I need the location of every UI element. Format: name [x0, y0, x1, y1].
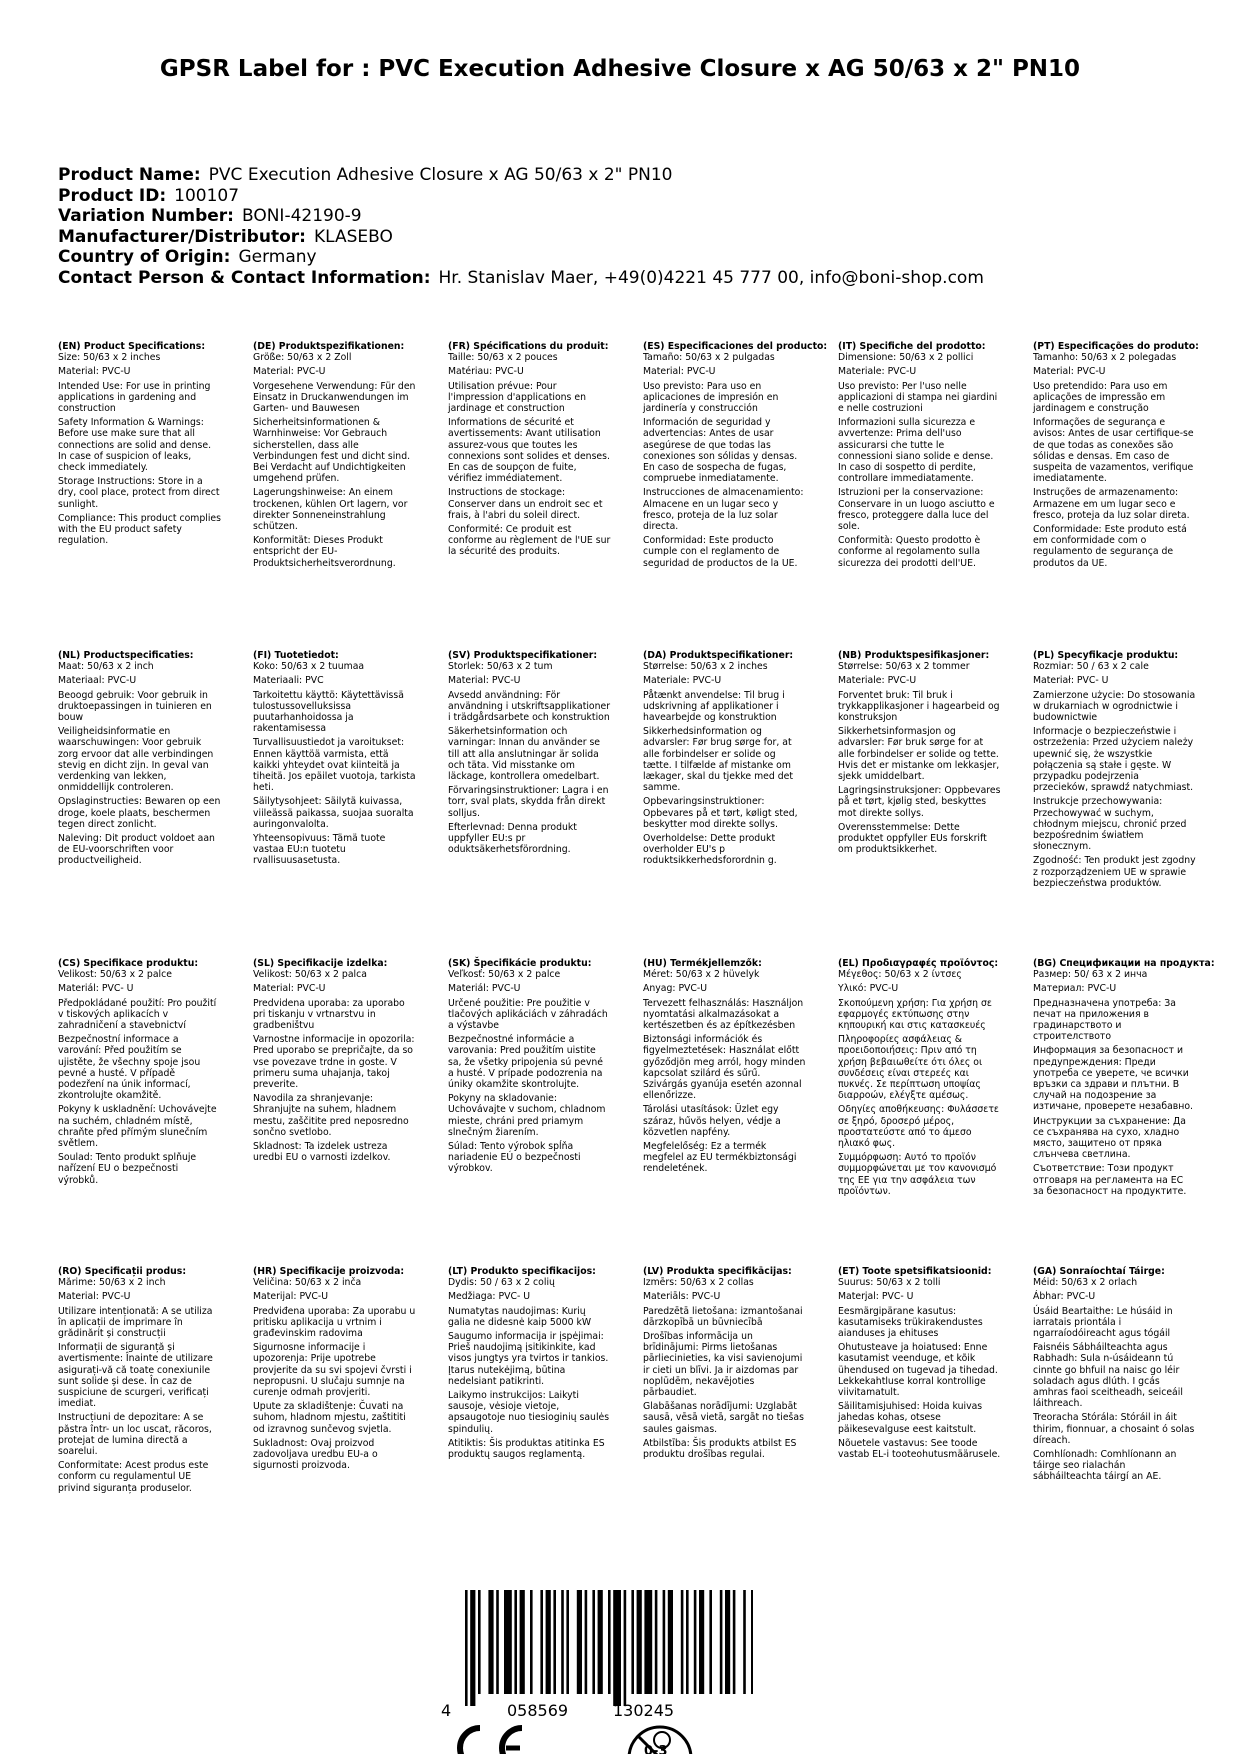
barcode-bar — [478, 1590, 481, 1694]
spec-paragraph: Forventet bruk: Til bruk i trykkapplikasjoner i hagearbeid og konstruksjon — [838, 689, 1000, 724]
spec-paragraph: Maat: 50/63 x 2 inch — [58, 661, 154, 673]
spec-paragraph: Materiál: PVC-U — [448, 983, 521, 995]
spec-block-title: (EL) Προδιαγραφές προϊόντος: — [838, 958, 999, 969]
spec-paragraph: Megfelelőség: Ez a termék megfelel az EU termékbiztonsági rendeletének. — [643, 1141, 797, 1175]
page-title: GPSR Label for : PVC Execution Adhesive Closure x AG 50/63 x 2" PN10 — [159, 56, 1081, 82]
spec-paragraph: Utilisation prévue: Pour l'impression d'applications en jardinage et construction — [448, 380, 586, 415]
compliance-marks — [450, 1722, 750, 1754]
spec-block-title: (ET) Toote spetsifikatsioonid: — [838, 1266, 992, 1277]
barcode-bar — [720, 1590, 723, 1694]
spec-paragraph: Uso pretendido: Para uso em aplicações de impressão em jardinagem e construção — [1033, 380, 1168, 415]
age-warning-label: 0-3 — [644, 1744, 668, 1754]
barcode-bar — [637, 1590, 642, 1694]
spec-paragraph: Инструкции за съхранение: Да се съхранява на сухо, хладно място, защитено от пряка слънчева светлина. — [1033, 1115, 1187, 1161]
spec-paragraph: Bezpečnostní informace a varování: Před použitím se ujistěte, že všechny spoje jsou pevné a husté. V případě podezření na únik informací, zkontrolujte okamžitě. — [58, 1034, 201, 1102]
barcode-bar — [540, 1590, 543, 1694]
spec-paragraph: Safety Information & Warnings: Before use make sure that all connections are solid and dense. In case of suspicion of leaks, check immediately. — [58, 417, 212, 474]
age-warning-icon — [629, 1727, 691, 1754]
spec-block-title: (IT) Specifiche del prodotto: — [838, 341, 986, 352]
spec-paragraph: Sukladnost: Ovaj proizvod zadovoljava uredbu EU-a o sigurnosti proizvoda. — [253, 1437, 378, 1472]
spec-paragraph: Laikymo instrukcijos: Laikyti sausoje, vėsioje vietoje, apsaugotoje nuo tiesioginių saulės spindulių. — [448, 1390, 610, 1435]
info-value: Hr. Stanislav Maer, +49(0)4221 45 777 00, info@boni-shop.com — [438, 267, 984, 288]
spec-block — [838, 341, 1001, 572]
barcode-bar — [663, 1590, 666, 1694]
spec-block — [838, 958, 1001, 1200]
spec-paragraph: Material: PVC-U — [58, 1291, 131, 1303]
spec-paragraph: Πληροφορίες ασφάλειας & προειδοποιήσεις: Πριν από τη χρήση βεβαιωθείτε ότι όλες οι συνδέσεις είναι στερεές και πυκνές. Σε περίπτωση υποψίας διαρροών, ελέγξτε αμέσως. — [838, 1034, 983, 1102]
spec-paragraph: Größe: 50/63 x 2 Zoll — [253, 352, 352, 364]
spec-paragraph: Υλικό: PVC-U — [838, 983, 899, 995]
spec-paragraph: Lagringsinstruksjoner: Oppbevares på et tørt, kjølig sted, beskyttes mot direkte sollys. — [838, 785, 1001, 819]
spec-paragraph: Lagerungshinweise: An einem trockenen, kühlen Ort lagern, vor direkter Sonneneinstrahlung schützen. — [253, 487, 408, 533]
spec-paragraph: Instrucciones de almacenamiento: Almacene en un lugar seco y fresco, proteja de la luz solar directa. — [643, 487, 804, 533]
spec-paragraph: Säkerhetsinformation och varningar: Innan du använder se till att alla anslutningar är solida och täta. Vid misstanke om läckage, kontrollera omedelbart. — [448, 726, 601, 783]
spec-paragraph: Съответствие: Този продукт отговаря на регламента на ЕС за безопасност на продуктите. — [1033, 1163, 1187, 1197]
barcode-bar — [577, 1590, 582, 1694]
spec-paragraph: Conformidade: Este produto está em conformidade com o regulamento de segurança de produtos da UE. — [1033, 524, 1187, 569]
spec-paragraph: Avsedd användning: För användning i utskriftsapplikationer i trädgårdsarbete och konstruktion — [448, 689, 611, 724]
spec-paragraph: Intended Use: For use in printing applications in gardening and construction — [58, 380, 211, 415]
spec-paragraph: Materijal: PVC-U — [253, 1291, 329, 1303]
spec-paragraph: Информация за безопасност и предупреждения: Преди употреба се уверете, че всички връзки са здрави и плътни. В случай на подозрение за изтичане, проверете незабавно. — [1033, 1045, 1193, 1113]
spec-block-title: (EN) Product Specifications: — [58, 341, 206, 352]
info-manufacturer — [58, 227, 984, 248]
barcode-bar — [598, 1590, 603, 1694]
spec-paragraph: Informazioni sulla sicurezza e avvertenze: Prima dell'uso assicurarsi che tutte le connessioni siano solide e dense. In caso di sospetto di perdite, controllare immediatamente. — [838, 417, 994, 485]
spec-paragraph: Naleving: Dit product voldoet aan de EU-voorschriften voor productveiligheid. — [58, 833, 215, 867]
spec-block — [253, 1266, 416, 1474]
spec-block-title: (BG) Спецификации на продукта: — [1033, 958, 1215, 969]
spec-paragraph: Comhlíonadh: Comhlíonann an táirge seo rialachán sábháilteachta táirgí an AE. — [1033, 1449, 1177, 1483]
spec-paragraph: Glabāšanas norādījumi: Uzglabāt sausā, vēsā vietā, sargāt no tiešas saules gaismas. — [643, 1401, 804, 1435]
spec-paragraph: Predvidena uporaba: za uporabo pri tiskanju v vrtnarstvu in gradbeništvu — [253, 997, 405, 1032]
spec-block-title: (FI) Tuotetiedot: — [253, 650, 339, 661]
spec-paragraph: Úsáid Beartaithe: Le húsáid in iarratais priontála i ngarraíodóireacht agus tógáil — [1033, 1305, 1173, 1340]
spec-paragraph: Určené použitie: Pre použitie v tlačových aplikáciách v záhradách a výstavbe — [448, 997, 608, 1032]
barcode-bar — [694, 1590, 697, 1694]
spec-paragraph: Conformidad: Este producto cumple con el reglamento de seguridad de productos de la UE. — [643, 535, 798, 569]
spec-paragraph: Sicherheitsinformationen & Warnhinweise: Vor Gebrauch sicherstellen, dass alle Verbindungen fest und dicht sind. Bei Verdacht auf Undichtigkeiten umgehend prüfen. — [253, 417, 411, 485]
barcode-bar — [496, 1590, 499, 1694]
barcode-bar — [566, 1590, 569, 1694]
spec-paragraph: Materjal: PVC- U — [838, 1291, 914, 1303]
spec-paragraph: Informations de sécurité et avertissements: Avant utilisation assurez-vous que toutes les connexions sont solides et denses. En cas de soupçon de fuite, vérifiez immédiatement. — [448, 417, 610, 485]
spec-paragraph: Veľkosť: 50/63 x 2 palce — [448, 969, 561, 981]
barcode-bar — [725, 1590, 730, 1694]
spec-paragraph: Bezpečnostné informácie a varovania: Pred použitím uistite sa, že všetky pripojenia sú pevné a husté. V prípade podozrenia na úniky okamžite skontrolujte. — [448, 1034, 603, 1091]
spec-block-title: (SK) Špecifikácie produktu: — [448, 958, 592, 969]
spec-paragraph: Veiligheidsinformatie en waarschuwingen: Voor gebruik zorg ervoor dat alle verbindingen stevig en dicht zijn. In geval van verdenking van lekken, onmiddellijk controleren. — [58, 726, 214, 794]
barcode-bar — [585, 1590, 588, 1694]
spec-paragraph: Zamierzone użycie: Do stosowania w drukarniach w ogrodnictwie i budownictwie — [1033, 689, 1196, 724]
spec-block-title: (DA) Produktspecifikationer: — [643, 650, 794, 661]
barcode-bar — [553, 1590, 556, 1694]
spec-paragraph: Informacje o bezpieczeństwie i ostrzeżenia: Przed użyciem należy upewnić się, że wszystkie połączenia są stałe i gęste. W przypadku podejrzenia przecieków, sprawdź natychmiast. — [1033, 726, 1194, 794]
barcode-bar — [655, 1590, 658, 1694]
spec-block — [643, 341, 828, 572]
spec-paragraph: Předpokládané použití: Pro použití v tiskových aplikacích v zahradničení a stavebnictví — [58, 997, 217, 1032]
spec-paragraph: Informações de segurança e avisos: Antes de usar certifique-se de que todas as conexões são sólidas e densas. Em caso de suspeita de vazamentos, verifique imediatamente. — [1033, 417, 1194, 485]
spec-block — [253, 650, 416, 870]
spec-paragraph: Material: PVC-U — [253, 366, 326, 378]
spec-paragraph: Istruzioni per la conservazione: Conservare in un luogo asciutto e fresco, proteggere dalla luce del sole. — [838, 487, 995, 533]
spec-paragraph: Nõuetele vastavus: See toode vastab EL-i tooteohutusmäärusele. — [838, 1437, 1001, 1461]
barcode-bar — [488, 1590, 493, 1694]
spec-block — [253, 958, 416, 1166]
spec-paragraph: Vorgesehene Verwendung: Für den Einsatz in Druckanwendungen im Garten- und Bauwesen — [253, 380, 416, 415]
spec-paragraph: Οδηγίες αποθήκευσης: Φυλάσσετε σε ξηρό, δροσερό μέρος, προστατεύστε από το άμεσο ηλιακό φως. — [838, 1104, 999, 1150]
spec-paragraph: Saugumo informacija ir įspėjimai: Prieš naudojimą įsitikinkite, kad visos jungtys yra tvirtos ir tankios. Įtarus nutekėjimą, būtina nedelsiant patikrinti. — [448, 1331, 609, 1387]
barcode-bar — [686, 1590, 689, 1694]
spec-block-title: (SL) Specifikacije izdelka: — [253, 958, 388, 969]
spec-block-title: (SV) Produktspecifikationer: — [448, 650, 598, 661]
spec-paragraph: Uso previsto: Para uso en aplicaciones de impresión en jardinería y construcción — [643, 380, 779, 415]
spec-block — [253, 341, 416, 572]
spec-paragraph: Informații de siguranță și avertismente: Înainte de utilizare asigurați-vă că toate conexiunile sunt solide și dese. În caz de suspiciune de scurgeri, verificați imediat. — [58, 1342, 213, 1410]
spec-paragraph: Méid: 50/63 x 2 orlach — [1033, 1277, 1138, 1289]
info-label: Product ID: — [58, 185, 167, 206]
spec-paragraph: Size: 50/63 x 2 inches — [58, 352, 161, 364]
barcode-bar — [681, 1590, 684, 1694]
spec-paragraph: Opslaginstructies: Bewaren op een droge, koele plaats, beschermen tegen direct zonlicht. — [58, 796, 221, 830]
barcode-bar — [561, 1590, 564, 1694]
spec-block — [1033, 341, 1199, 572]
spec-block-title: (DE) Produktspezifikationen: — [253, 341, 405, 352]
spec-paragraph: Størrelse: 50/63 x 2 inches — [643, 661, 768, 673]
spec-block-title: (RO) Specificații produs: — [58, 1266, 187, 1277]
barcode-bar — [631, 1590, 634, 1694]
spec-paragraph: Overensstemmelse: Dette produktet oppfyller EUs forskrift om produktsikkerhet. — [838, 821, 987, 856]
spec-paragraph: Materiał: PVC- U — [1033, 675, 1109, 687]
spec-paragraph: Paredzētā lietošana: izmantošanai dārzkopībā un būvniecībā — [643, 1305, 803, 1328]
spec-paragraph: Koko: 50/63 x 2 tuumaa — [253, 661, 365, 673]
barcode-bar — [733, 1590, 736, 1694]
info-value: KLASEBO — [313, 226, 393, 247]
spec-paragraph: Velikost: 50/63 x 2 palca — [253, 969, 367, 981]
spec-paragraph: Opbevaringsinstruktioner: Opbevares på et tørt, køligt sted, beskytter mod direkte sollys. — [643, 796, 798, 830]
barcode-bar — [743, 1590, 746, 1694]
spec-block-title: (LT) Produkto specifikacijos: — [448, 1266, 596, 1277]
spec-block — [58, 650, 221, 870]
spec-paragraph: Suurus: 50/63 x 2 tolli — [838, 1277, 941, 1289]
spec-paragraph: Sikkerhetsinformasjon og advarsler: Før bruk sørge for at alle forbindelser er solide og tette. Hvis det er mistanke om lekkasjer, sjekk umiddelbart. — [838, 726, 1000, 783]
spec-block-title: (NB) Produktspesifikasjoner: — [838, 650, 990, 661]
info-label: Country of Origin: — [58, 247, 231, 267]
barcode-bar — [751, 1590, 753, 1694]
spec-paragraph: Μέγεθος: 50/63 x 2 ίντσες — [838, 969, 962, 981]
spec-paragraph: Rozmiar: 50 / 63 x 2 cale — [1033, 661, 1149, 673]
spec-block — [58, 958, 221, 1189]
info-value: BONI-42190-9 — [241, 206, 362, 226]
spec-paragraph: Ohutusteave ja hoiatused: Enne kasutamist veenduge, et kõik ühendused on tugevad ja tihedad. Lekkekahtluse korral kontrollige viivitamatult. — [838, 1342, 998, 1399]
spec-paragraph: Conformité: Ce produit est conforme au règlement de l'UE sur la sécurité des produits. — [448, 524, 611, 558]
barcode-bar — [592, 1590, 595, 1694]
spec-block-title: (CS) Specifikace produktu: — [58, 958, 199, 969]
barcode-bar — [465, 1590, 468, 1706]
spec-block — [1033, 650, 1196, 892]
barcode-bar — [530, 1590, 533, 1694]
spec-paragraph: Uso previsto: Per l'uso nelle applicazioni di stampa nei giardini e nelle costruzioni — [838, 380, 998, 415]
barcode-right-digits: 130245 — [613, 1701, 675, 1720]
spec-paragraph: Upute za skladištenje: Čuvati na suhom, hladnom mjestu, zaštititi od izravnog sunčevog svjetla. — [253, 1401, 406, 1435]
barcode-bar — [709, 1590, 712, 1694]
spec-paragraph: Instruções de armazenamento: Armazene em um lugar seco e fresco, proteja da luz solar direta. — [1033, 487, 1190, 521]
spec-block — [838, 1266, 1001, 1463]
spec-paragraph: Turvallisuustiedot ja varoitukset: Ennen käyttöä varmista, että kaikki yhteydet ovat kiinteitä ja tiheitä. Jos epäilet vuotoja, tarkista heti. — [253, 737, 416, 794]
spec-paragraph: Säilytysohjeet: Säilytä kuivassa, viileässä paikassa, suojaa suoralta auringonvalolta. — [253, 796, 414, 830]
info-value: 100107 — [174, 185, 240, 206]
spec-paragraph: Conformità: Questo prodotto è conforme al regolamento sulla sicurezza dei prodotti dell'UE. — [838, 535, 981, 569]
spec-paragraph: Säilitamisjuhised: Hoida kuivas jahedas kohas, otsese päikesevalguse eest kaitstult. — [838, 1401, 983, 1435]
spec-block — [643, 650, 806, 870]
barcode-bar — [613, 1590, 621, 1706]
spec-paragraph: Sikkerhedsinformation og advarsler: Før brug sørge for, at alle forbindelser er solide og tætte. I tilfælde af mistanke om lækager, skal du tjekke med det samme. — [643, 726, 793, 794]
spec-paragraph: Súlad: Tento výrobok spĺňa nariadenie EÚ o bezpečnosti výrobkov. — [448, 1141, 581, 1175]
spec-paragraph: Dydis: 50 / 63 x 2 colių — [448, 1277, 555, 1289]
info-label: Manufacturer/Distributor: — [58, 226, 306, 247]
spec-paragraph: Numatytas naudojimas: Kurių galia ne didesnė kaip 5000 kW — [448, 1305, 592, 1328]
spec-paragraph: Overholdelse: Dette produkt overholder EU's p roduktsikkerhedsforordnin g. — [643, 833, 777, 867]
spec-paragraph: Materiāls: PVC-U — [643, 1291, 721, 1303]
spec-block — [58, 1266, 221, 1497]
spec-paragraph: Skladnost: Ta izdelek ustreza uredbi EU o varnosti izdelkov. — [253, 1141, 391, 1164]
spec-paragraph: Materiale: PVC-U — [643, 675, 722, 687]
spec-paragraph: Tarkoitettu käyttö: Käytettävissä tulostussovelluksissa puutarhanhoidossa ja rakentamisessa — [253, 689, 404, 735]
spec-paragraph: Förvaringsinstruktioner: Lagra i en torr, sval plats, skydda från direkt solljus. — [448, 785, 609, 819]
spec-paragraph: Tervezett felhasználás: Használjon nyomtatási alkalmazásokat a kertészetben és az építkezésben — [643, 997, 804, 1032]
spec-paragraph: Sigurnosne informacije i upozorenja: Prije upotrebe provjerite da su svi spojevi čvrsti i nepropusni. U slučaju sumnje na curenje odmah provjeriti. — [253, 1342, 412, 1399]
barcode-bar — [608, 1590, 611, 1694]
spec-paragraph: Størrelse: 50/63 x 2 tommer — [838, 661, 970, 673]
spec-paragraph: Размер: 50/ 63 x 2 инча — [1033, 969, 1148, 981]
spec-paragraph: Varnostne informacije in opozorila: Pred uporabo se prepričajte, da so vse povezave trdne in goste. V primeru suma uhajanja, takoj preverite. — [253, 1034, 415, 1091]
spec-paragraph: Materiaal: PVC-U — [58, 675, 137, 687]
spec-paragraph: Beoogd gebruik: Voor gebruik in druktoepassingen in tuinieren en bouw — [58, 689, 212, 724]
info-value: PVC Execution Adhesive Closure x AG 50/63 x 2" PN10 — [208, 165, 673, 185]
spec-paragraph: Navodila za shranjevanje: Shranjujte na suhem, hladnem mestu, zaščitite pred neposredno sončno svetlobo. — [253, 1093, 409, 1138]
spec-block — [448, 650, 611, 858]
spec-paragraph: Pokyny k uskladnění: Uchovávejte na suchém, chladném místě, chraňte před přímým slunečním světlem. — [58, 1104, 217, 1150]
spec-block — [58, 341, 221, 549]
spec-paragraph: Предназначена употреба: За печат на приложения в градинарството и строителството — [1033, 997, 1176, 1043]
spec-paragraph: Σκοπούμενη χρήση: Για χρήση σε εφαρμογές εκτύπωσης στην κηπουρική και στις κατασκευές — [838, 997, 992, 1032]
barcode-bar — [624, 1590, 627, 1706]
spec-block-title: (LV) Produkta specifikācijas: — [643, 1266, 792, 1277]
spec-paragraph: Predviđena uporaba: Za uporabu u pritisku aplikacija u vrtnim i građevinskim radovima — [253, 1305, 416, 1340]
spec-paragraph: Material: PVC-U — [1033, 366, 1106, 378]
barcode-bar — [668, 1590, 673, 1694]
spec-paragraph: Treoracha Stórála: Stóráil in áit thirim, fionnuar, a chosaint ó solas díreach. — [1033, 1412, 1195, 1446]
spec-paragraph: Anyag: PVC-U — [643, 983, 708, 995]
spec-paragraph: Información de seguridad y advertencias: Antes de usar asegúrese de que todas las conexiones son sólidas y densas. En caso de sospecha de fugas, compruebe inmediatamente. — [643, 417, 798, 485]
spec-paragraph: Materiál: PVC- U — [58, 983, 134, 995]
spec-paragraph: Material: PVC-U — [253, 983, 326, 995]
spec-paragraph: Material: PVC-U — [58, 366, 131, 378]
spec-paragraph: Tamaño: 50/63 x 2 pulgadas — [643, 352, 775, 364]
spec-paragraph: Zgodność: Ten produkt jest zgodny z rozporządzeniem UE w sprawie bezpieczeństwa produktów. — [1033, 855, 1196, 889]
spec-block — [643, 1266, 806, 1463]
spec-block-title: (ES) Especificaciones del producto: — [643, 341, 828, 352]
spec-paragraph: Konformität: Dieses Produkt entspricht der EU-Produktsicherheitsverordnung. — [253, 535, 396, 569]
info-country-of-origin — [58, 247, 984, 268]
spec-paragraph: Medžiaga: PVC- U — [448, 1291, 531, 1303]
spec-block-title: (HR) Specifikacije proizvoda: — [253, 1266, 405, 1277]
spec-paragraph: Méret: 50/63 x 2 hüvelyk — [643, 969, 760, 981]
spec-paragraph: Utilizare intenționată: A se utiliza în aplicații de imprimare în grădinărit și construcții — [58, 1305, 213, 1340]
spec-paragraph: Velikost: 50/63 x 2 palce — [58, 969, 172, 981]
product-info — [58, 165, 984, 288]
spec-paragraph: Påtænkt anvendelse: Til brug i udskrivning af applikationer i havearbejde og konstruktion — [643, 689, 785, 724]
spec-block — [448, 1266, 611, 1463]
barcode-bar — [644, 1590, 652, 1694]
spec-paragraph: Pokyny na skladovanie: Uchovávajte v suchom, chladnom mieste, chráni pred priamym slnečným žiarením. — [448, 1093, 606, 1138]
info-label: Variation Number: — [58, 206, 234, 226]
info-value: Germany — [238, 247, 317, 267]
spec-paragraph: Eesmärgipärane kasutus: kasutamiseks trükirakendustes aianduses ja ehituses — [838, 1305, 983, 1340]
spec-paragraph: Mărime: 50/63 x 2 inch — [58, 1277, 166, 1289]
info-variation-number — [58, 206, 984, 227]
barcode-bar — [546, 1590, 551, 1694]
spec-paragraph: Atbilstība: Šis produkts atbilst ES produktu drošības regulai. — [643, 1437, 797, 1461]
spec-paragraph: Material: PVC-U — [448, 675, 521, 687]
spec-block — [1033, 958, 1215, 1200]
info-contact — [58, 268, 984, 289]
spec-block-title: (HU) Termékjellemzők: — [643, 958, 762, 969]
barcode-bar — [470, 1590, 475, 1706]
spec-block-title: (NL) Productspecificaties: — [58, 650, 194, 661]
info-product-id — [58, 186, 984, 207]
spec-paragraph: Faisnéis Sábháilteachta agus Rabhadh: Sula n-úsáideann tú cinnte go bhfuil na naisc go léir soladach agus dlúth. I gcás amhras faoi sceitheadh, seiceáil láithreach. — [1033, 1342, 1183, 1410]
spec-block-title: (FR) Spécifications du produit: — [448, 341, 609, 352]
barcode-bar — [504, 1590, 512, 1694]
spec-paragraph: Storlek: 50/63 x 2 tum — [448, 661, 553, 673]
spec-paragraph: Material: PVC-U — [643, 366, 716, 378]
spec-paragraph: Efterlevnad: Denna produkt uppfyller EU:s pr oduktsäkerhetsförordning. — [448, 821, 577, 856]
spec-paragraph: Instrukcje przechowywania: Przechowywać w suchym, chłodnym miejscu, chronić przed bezpośrednim światłem słonecznym. — [1033, 796, 1187, 853]
spec-paragraph: Soulad: Tento produkt splňuje nařízení EU o bezpečnosti výrobků. — [58, 1152, 197, 1186]
spec-block — [643, 958, 806, 1178]
ce-mark-icon — [460, 1728, 522, 1754]
spec-paragraph: Conformitate: Acest produs este conform cu regulamentul UE privind siguranța produselor. — [58, 1460, 209, 1494]
ean-barcode — [435, 1590, 753, 1720]
barcode-lead-digit: 4 — [441, 1701, 452, 1720]
spec-paragraph: Συμμόρφωση: Αυτό το προϊόν συμμορφώνεται με τον κανονισμό της ΕΕ για την ασφάλεια των προϊόντων. — [838, 1152, 997, 1197]
barcode-bar — [514, 1590, 517, 1694]
spec-block-title: (PL) Specyfikacje produktu: — [1033, 650, 1179, 661]
spec-block-title: (PT) Especificações do produto: — [1033, 341, 1199, 352]
spec-paragraph: Storage Instructions: Store in a dry, cool place, protect from direct sunlight. — [58, 476, 220, 510]
spec-paragraph: Tárolási utasítások: Üzlet egy száraz, hűvös helyen, védje a közvetlen napfény. — [643, 1104, 781, 1138]
spec-paragraph: Materiale: PVC-U — [838, 366, 917, 378]
spec-paragraph: Materiale: PVC-U — [838, 675, 917, 687]
spec-paragraph: Materiaali: PVC — [253, 675, 324, 687]
barcode-left-digits: 058569 — [507, 1701, 569, 1720]
spec-paragraph: Материал: PVC-U — [1033, 983, 1117, 995]
spec-paragraph: Taille: 50/63 x 2 pouces — [448, 352, 558, 364]
spec-paragraph: Instructions de stockage: Conserver dans un endroit sec et frais, à l'abri du soleil direct. — [448, 487, 603, 521]
spec-paragraph: Ábhar: PVC-U — [1033, 1291, 1096, 1303]
spec-paragraph: Dimensione: 50/63 x 2 pollici — [838, 352, 974, 364]
spec-paragraph: Compliance: This product complies with the EU product safety regulation. — [58, 512, 221, 547]
spec-paragraph: Drošības informācija un brīdinājumi: Pirms lietošanas pārliecinieties, ka visi savienojumi ir cieti un blīvi. Ja ir aizdomas par noplūdēm, nekavējoties pārbaudiet. — [643, 1331, 803, 1399]
spec-paragraph: Matériau: PVC-U — [448, 366, 524, 378]
barcode-bar — [520, 1590, 525, 1694]
spec-block — [1033, 1266, 1196, 1486]
spec-paragraph: Izmērs: 50/63 x 2 collas — [643, 1277, 754, 1289]
spec-paragraph: Veličina: 50/63 x 2 inča — [253, 1277, 362, 1289]
info-label: Contact Person & Contact Information: — [58, 267, 431, 288]
info-label: Product Name: — [58, 165, 201, 185]
spec-block-title: (GA) Sonraíochtaí Táirge: — [1033, 1266, 1165, 1277]
barcode-bar — [699, 1590, 704, 1694]
spec-paragraph: Atitiktis: Šis produktas atitinka ES produktų saugos reglamentą. — [448, 1437, 605, 1461]
spec-block — [448, 958, 611, 1178]
spec-block — [838, 650, 1001, 858]
spec-paragraph: Yhteensopivuus: Tämä tuote vastaa EU:n tuotetu rvallisuusasetusta. — [253, 833, 386, 867]
spec-paragraph: Biztonsági információk és figyelmeztetések: Használat előtt győződjön meg arról, hogy minden kapcsolat szilárd és sűrű. Szivárgás gyanúja esetén azonnal ellenőrizze. — [643, 1034, 806, 1102]
spec-block — [448, 341, 611, 561]
info-product-name — [58, 165, 984, 186]
spec-paragraph: Tamanho: 50/63 x 2 polegadas — [1033, 352, 1177, 364]
spec-paragraph: Instrucțiuni de depozitare: A se păstra într- un loc uscat, răcoros, protejat de lumina directă a soarelui. — [58, 1412, 212, 1458]
